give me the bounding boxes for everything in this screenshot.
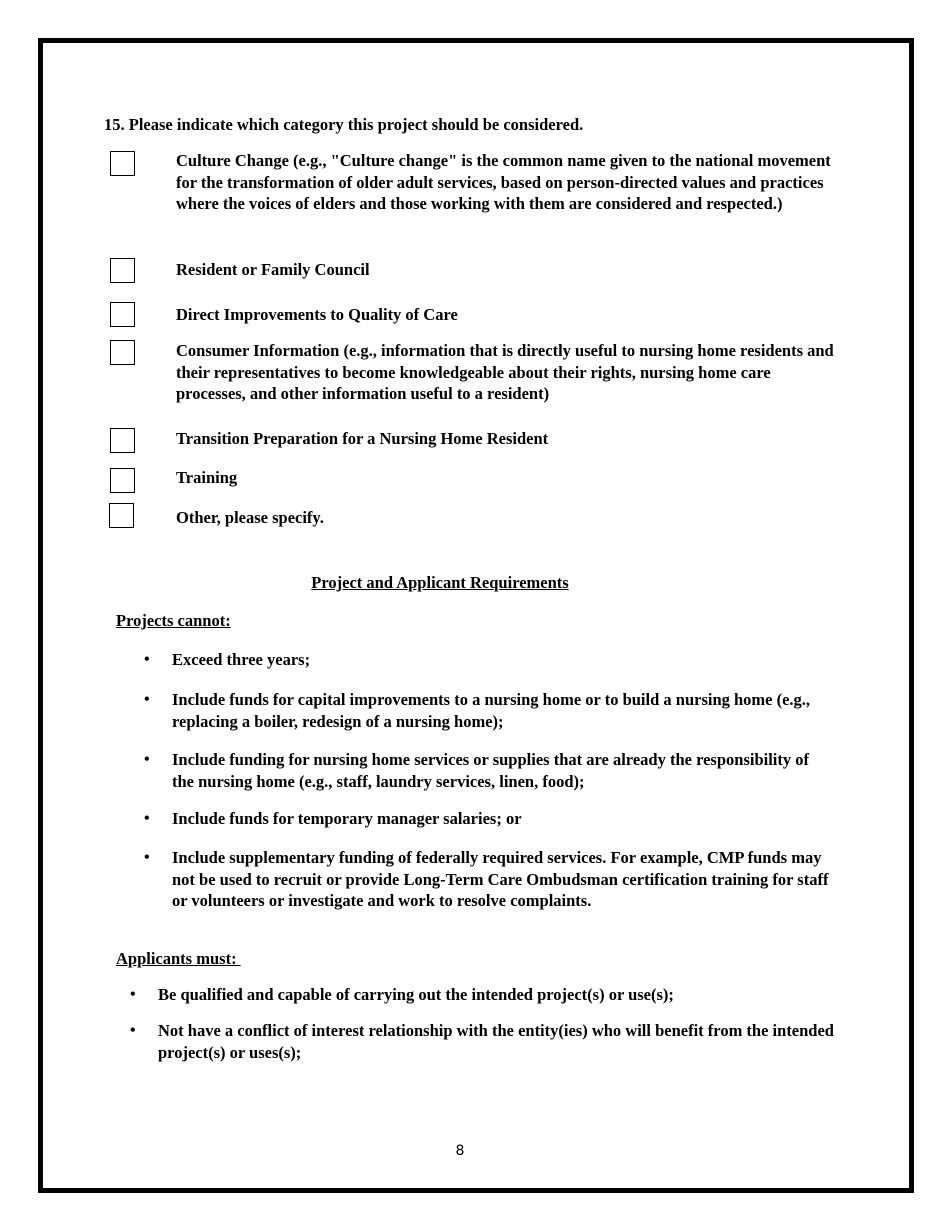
category-label-transition-preparation: Transition Preparation for a Nursing Home Resident xyxy=(176,429,549,448)
bullet-symbol: • xyxy=(144,849,150,866)
checkbox-training[interactable] xyxy=(110,468,135,493)
cannot-item-2: Include funds for capital improvements to a nursing home or to build a nursing home (e.g., replacing a boiler, redesign of a nursing home); xyxy=(172,690,811,731)
category-label-training: Training xyxy=(176,468,238,487)
category-label-quality-of-care: Direct Improvements to Quality of Care xyxy=(176,305,458,324)
checkbox-other[interactable] xyxy=(109,503,134,528)
bullet-symbol: • xyxy=(144,651,150,668)
applicants-must-heading: Applicants must: xyxy=(116,949,241,968)
checkbox-resident-family-council[interactable] xyxy=(110,258,135,283)
checkbox-consumer-information[interactable] xyxy=(110,340,135,365)
requirements-heading: Project and Applicant Requirements xyxy=(311,573,569,592)
checkbox-culture-change[interactable] xyxy=(110,151,135,176)
category-label-consumer-information: Consumer Information (e.g., information that is directly useful to nursing home residents and their representatives to become knowledgeable about their rights, nursing home care processes, and other information useful to a resident) xyxy=(176,341,834,403)
category-label-culture-change: Culture Change (e.g., "Culture change" is the common name given to the national movement for the transformation of older adult services, based on person-directed values and practices where the voices of elders and those working with them are considered and respected.) xyxy=(176,151,831,213)
category-label-other: Other, please specify. xyxy=(176,508,324,527)
projects-cannot-heading: Projects cannot: xyxy=(116,611,231,630)
cannot-item-4: Include funds for temporary manager salaries; or xyxy=(172,809,522,828)
bullet-symbol: • xyxy=(144,810,150,827)
checkbox-transition-preparation[interactable] xyxy=(110,428,135,453)
cannot-item-3: Include funding for nursing home services or supplies that are already the responsibility of the nursing home (e.g., staff, laundry services, linen, food); xyxy=(172,750,809,791)
cannot-item-1: Exceed three years; xyxy=(172,650,311,669)
must-item-2: Not have a conflict of interest relationship with the entity(ies) who will benefit from the intended project(s) or uses(s); xyxy=(158,1021,834,1062)
must-item-1: Be qualified and capable of carrying out the intended project(s) or use(s); xyxy=(158,985,674,1004)
page-number: 8 xyxy=(455,1143,465,1159)
bullet-symbol: • xyxy=(130,986,136,1003)
bullet-symbol: • xyxy=(130,1022,136,1039)
question-15-heading: 15. Please indicate which category this project should be considered. xyxy=(104,115,584,134)
checkbox-quality-of-care[interactable] xyxy=(110,302,135,327)
bullet-symbol: • xyxy=(144,751,150,768)
bullet-symbol: • xyxy=(144,691,150,708)
category-label-resident-family-council: Resident or Family Council xyxy=(176,260,370,279)
cannot-item-5: Include supplementary funding of federally required services. For example, CMP funds may not be used to recruit or provide Long-Term Care Ombudsman certification training for staff or volunteers or investigate and work to resolve complaints. xyxy=(172,848,829,910)
